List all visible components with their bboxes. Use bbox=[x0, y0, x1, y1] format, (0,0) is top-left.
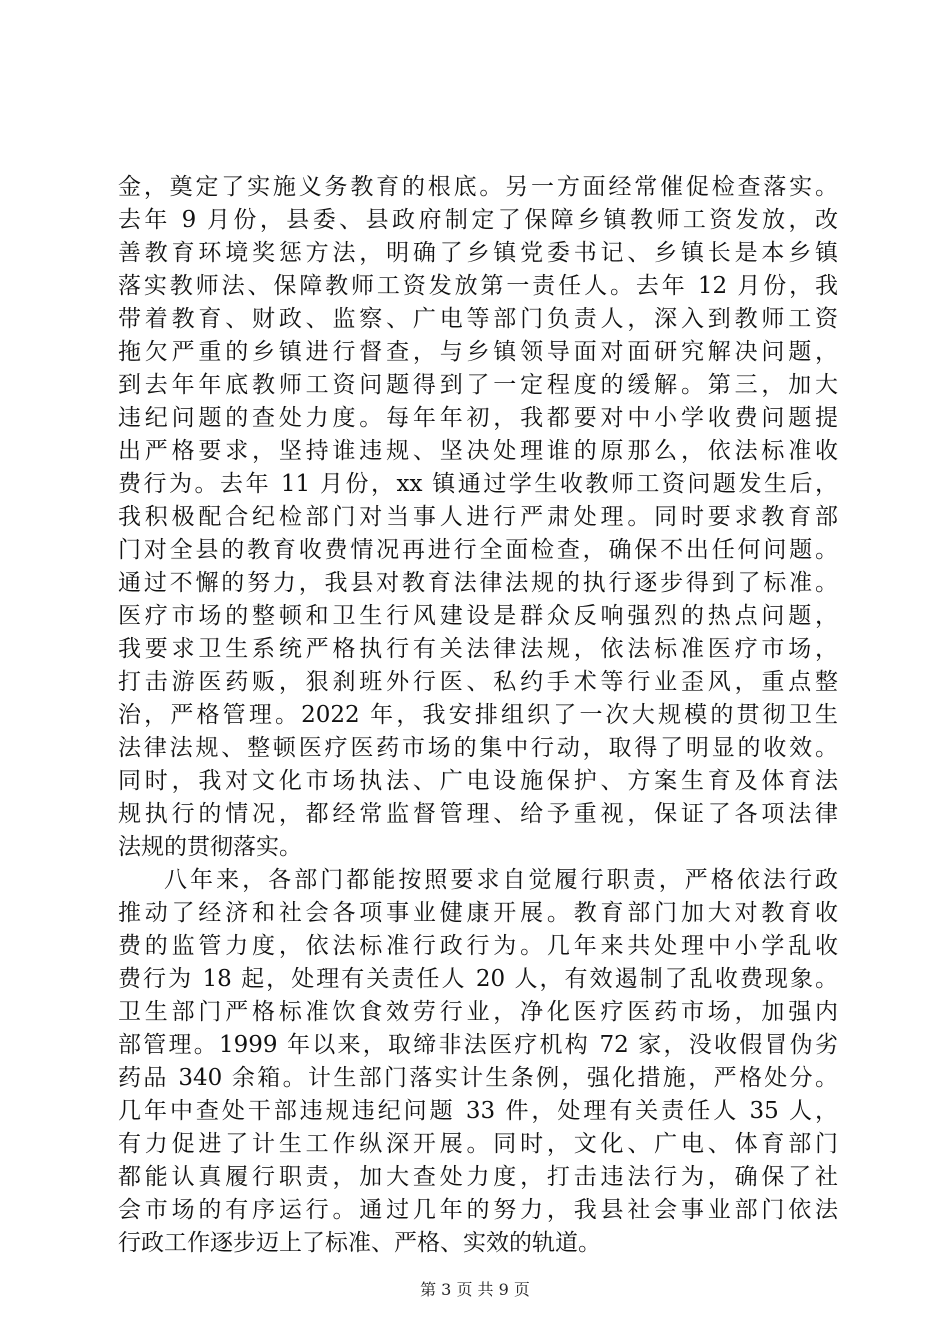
paragraph-1 bbox=[118, 171, 838, 864]
text-line: 通过不懈的努力，我县对教育法律法规的执行逐步得到了标准。 bbox=[118, 570, 838, 596]
text-line: 法律法规、整顿医疗医药市场的集中行动，取得了明显的收效。 bbox=[118, 735, 838, 761]
text-line: 违纪问题的查处力度。每年年初，我都要对中小学收费问题提 bbox=[118, 405, 838, 431]
text-line: 治，严格管理。2022 年，我安排组织了一次大规模的贯彻卫生 bbox=[118, 702, 838, 728]
text-line: 费的监管力度，依法标准行政行为。几年来共处理中小学乱收 bbox=[118, 933, 838, 959]
text-line: 规执行的情况，都经常监督管理、给予重视，保证了各项法律 bbox=[118, 801, 838, 827]
text-line: 到去年年底教师工资问题得到了一定程度的缓解。第三，加大 bbox=[118, 372, 838, 398]
text-line: 行政工作逐步迈上了标准、严格、实效的轨道。 bbox=[118, 1230, 601, 1256]
paragraph-2 bbox=[118, 864, 838, 1260]
text-line: 会市场的有序运行。通过几年的努力，我县社会事业部门依法 bbox=[118, 1197, 838, 1223]
text-line: 都能认真履行职责，加大查处力度，打击违法行为，确保了社 bbox=[118, 1164, 838, 1190]
text-line: 有力促进了计生工作纵深开展。同时，文化、广电、体育部门 bbox=[118, 1131, 838, 1157]
text-line: 医疗市场的整顿和卫生行风建设是群众反响强烈的热点问题， bbox=[118, 603, 838, 629]
page-number: 第 3 页 共 9 页 bbox=[420, 1280, 530, 1299]
text-line: 药品 340 余箱。计生部门落实计生条例，强化措施，严格处分。 bbox=[118, 1065, 838, 1091]
text-line: 拖欠严重的乡镇进行督查，与乡镇领导面对面研究解决问题， bbox=[118, 339, 838, 365]
text-line: 带着教育、财政、监察、广电等部门负责人，深入到教师工资 bbox=[118, 306, 838, 332]
text-line: 八年来，各部门都能按照要求自觉履行职责，严格依法行政 bbox=[164, 867, 838, 893]
text-line: 几年中查处干部违规违纪问题 33 件，处理有关责任人 35 人， bbox=[118, 1098, 838, 1124]
page-footer bbox=[0, 1280, 950, 1300]
text-line: 去年 9 月份，县委、县政府制定了保障乡镇教师工资发放，改 bbox=[118, 207, 838, 233]
text-line: 打击游医药贩，狠刹班外行医、私约手术等行业歪风，重点整 bbox=[118, 669, 838, 695]
text-line: 我要求卫生系统严格执行有关法律法规，依法标准医疗市场， bbox=[118, 636, 838, 662]
body-text bbox=[118, 171, 838, 1260]
text-line: 法规的贯彻落实。 bbox=[118, 834, 302, 860]
text-line: 我积极配合纪检部门对当事人进行严肃处理。同时要求教育部 bbox=[118, 504, 838, 530]
text-line: 同时，我对文化市场执法、广电设施保护、方案生育及体育法 bbox=[118, 768, 838, 794]
text-line: 金，奠定了实施义务教育的根底。另一方面经常催促检查落实。 bbox=[118, 174, 838, 200]
text-line: 善教育环境奖惩方法，明确了乡镇党委书记、乡镇长是本乡镇 bbox=[118, 240, 838, 266]
text-line: 落实教师法、保障教师工资发放第一责任人。去年 12 月份，我 bbox=[118, 273, 838, 299]
text-line: 门对全县的教育收费情况再进行全面检查，确保不出任何问题。 bbox=[118, 537, 838, 563]
text-line: 部管理。1999 年以来，取缔非法医疗机构 72 家，没收假冒伪劣 bbox=[118, 1032, 838, 1058]
text-line: 出严格要求，坚持谁违规、坚决处理谁的原那么，依法标准收 bbox=[118, 438, 838, 464]
text-line: 费行为 18 起，处理有关责任人 20 人，有效遏制了乱收费现象。 bbox=[118, 966, 838, 992]
text-line: 卫生部门严格标准饮食效劳行业，净化医疗医药市场，加强内 bbox=[118, 999, 838, 1025]
text-line: 推动了经济和社会各项事业健康开展。教育部门加大对教育收 bbox=[118, 900, 838, 926]
text-line: 费行为。去年 11 月份，xx 镇通过学生收教师工资问题发生后， bbox=[118, 471, 838, 497]
